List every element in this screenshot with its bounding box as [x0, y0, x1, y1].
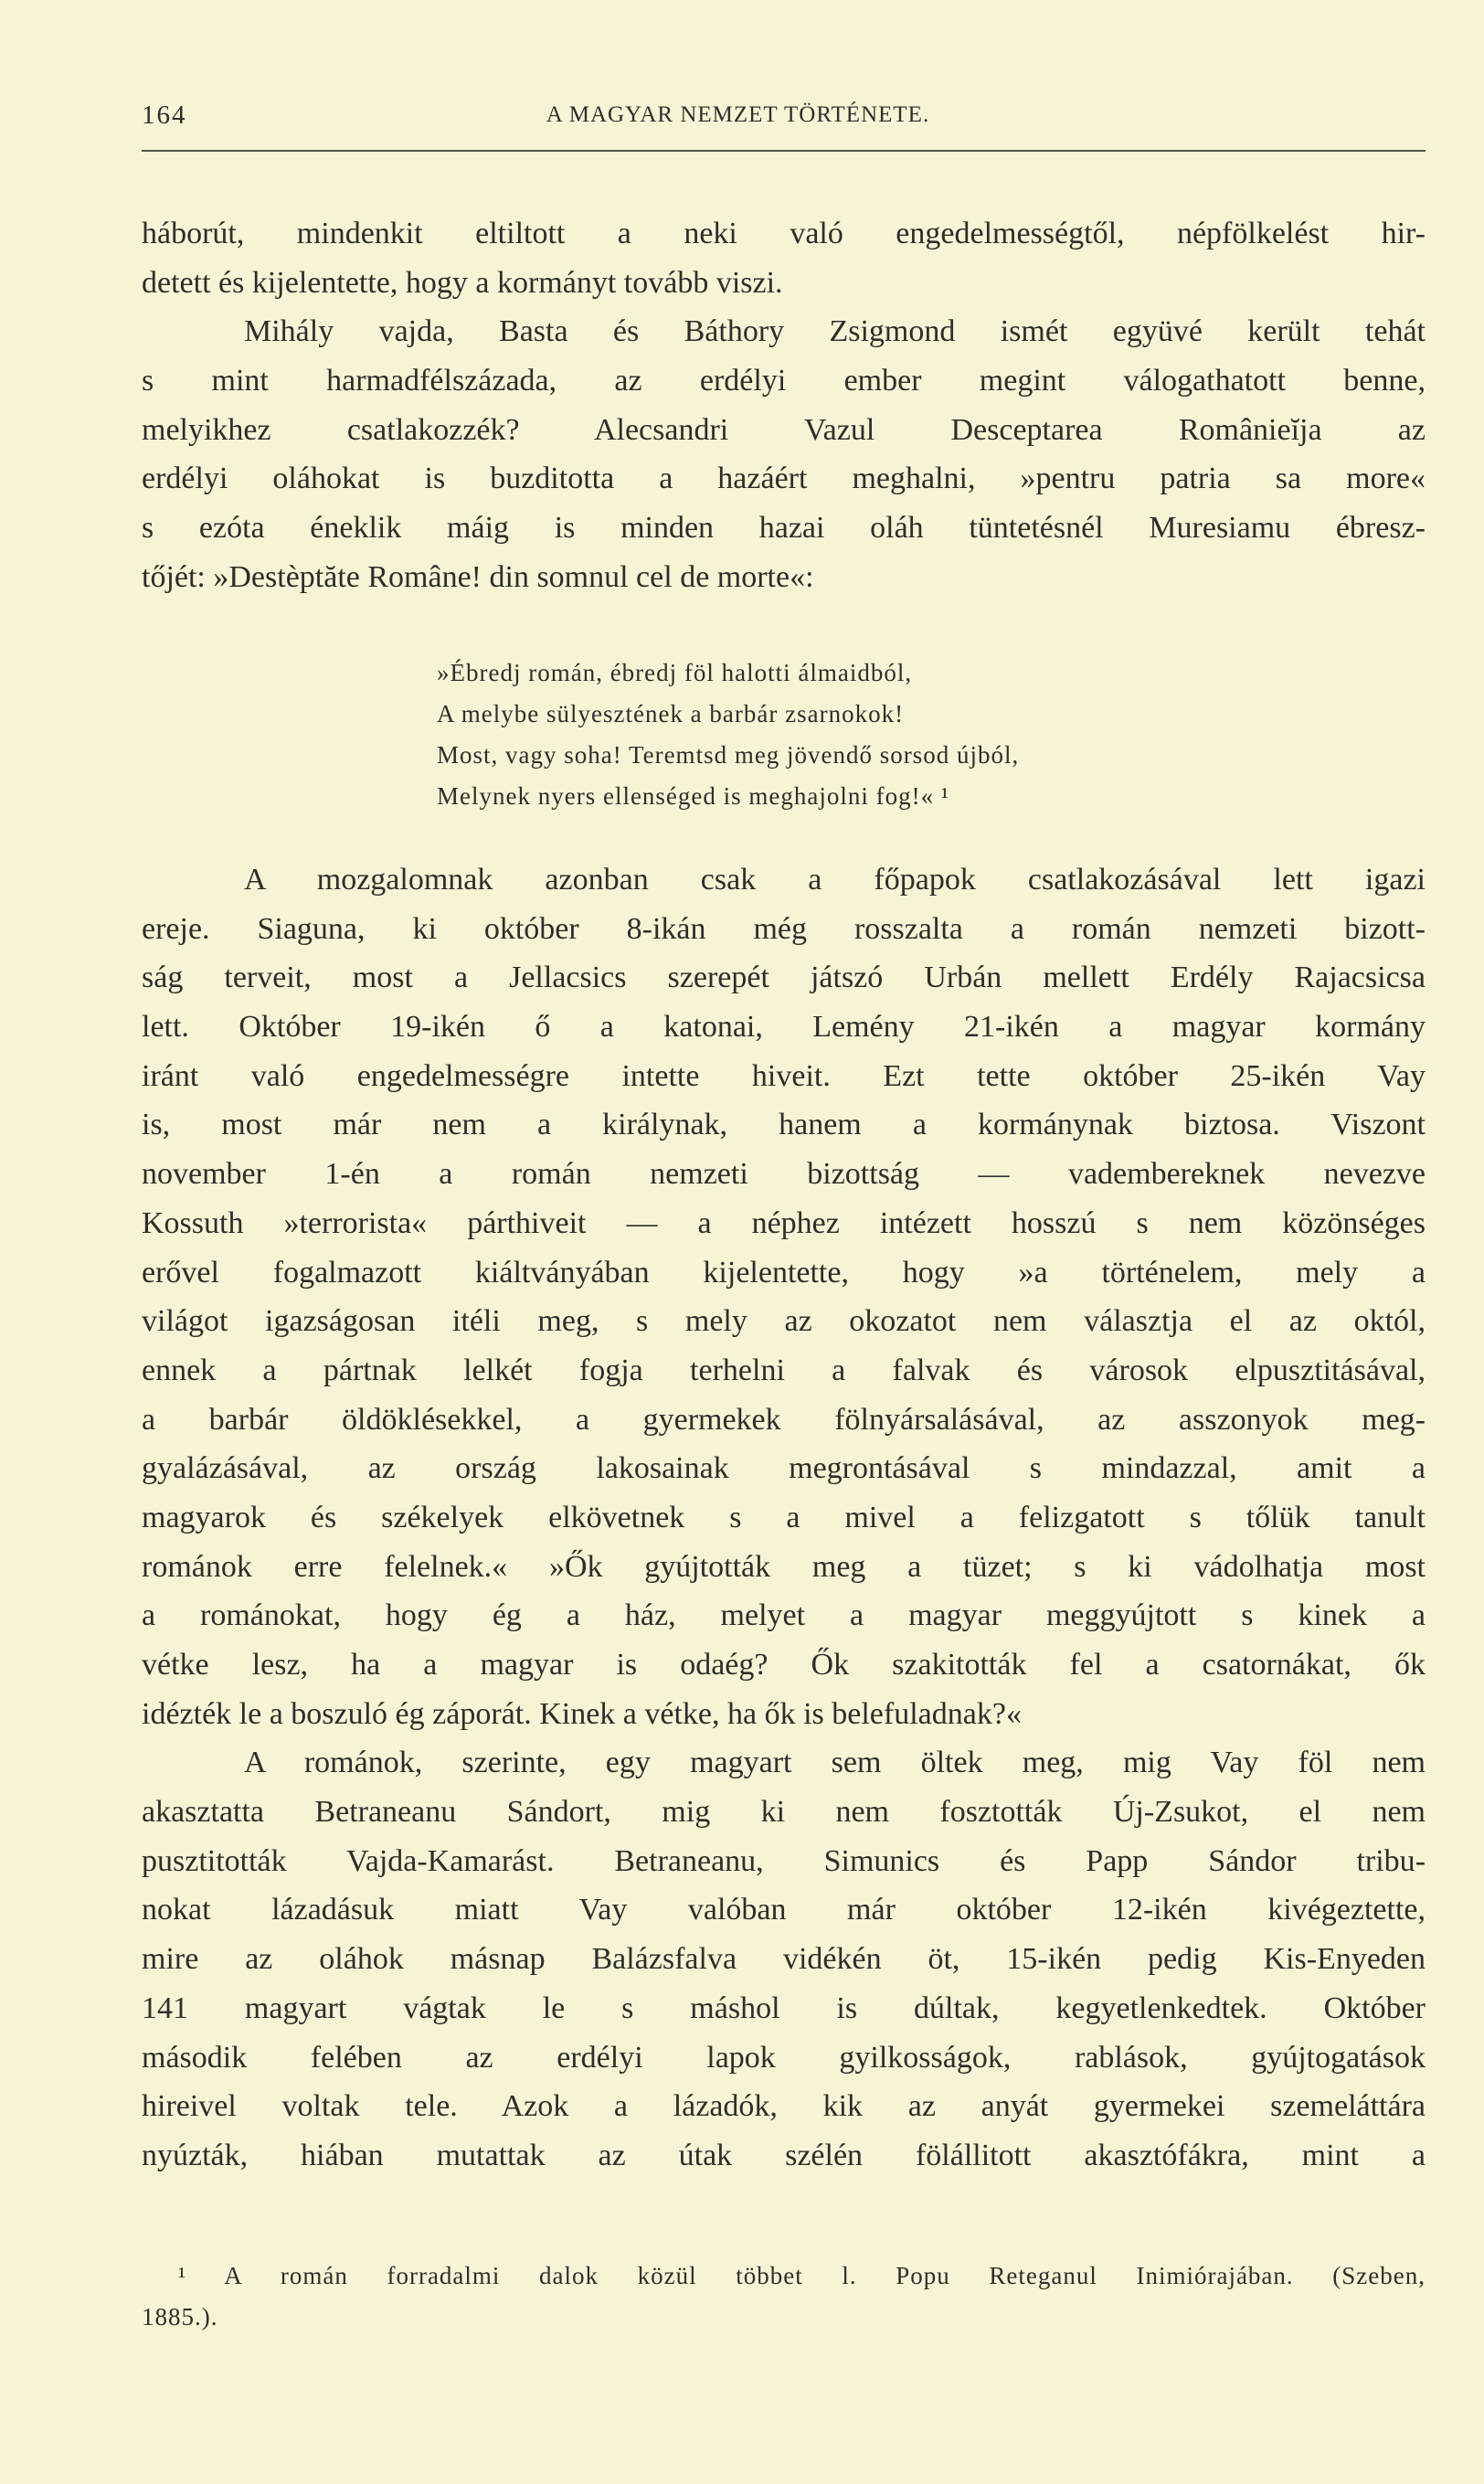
text-block-1: [142, 209, 1426, 602]
text-line: ereje. Siaguna, ki október 8-ikán még rosszalta a román nemzeti bizott-: [142, 911, 1426, 946]
text-line: vétke lesz, ha a magyar is odaég? Ők szakitották fel a csatornákat, ők: [142, 1648, 1426, 1682]
running-header: [142, 101, 1426, 141]
text-line: detett és kijelentette, hogy a kormányt tovább viszi.: [142, 265, 783, 300]
text-line: a románokat, hogy ég a ház, melyet a magyar meggyújtott s kinek a: [142, 1598, 1426, 1633]
footnote-line: 1885.).: [142, 2303, 218, 2330]
text-block-2: [142, 855, 1426, 2181]
header-rule: [142, 150, 1426, 152]
text-line: ennek a pártnak lelkét fogja terhelni a falvak és városok elpusztitásával,: [142, 1353, 1426, 1387]
text-line: A románok, szerinte, egy magyart sem öltek meg, mig Vay föl nem: [244, 1746, 1426, 1780]
footnote: [142, 2256, 1426, 2338]
text-line: s mint harmadfélszázada, az erdélyi ember megint válogathatott benne,: [142, 364, 1426, 398]
text-line: hireivel voltak tele. Azok a lázadók, kik az anyát gyermekei szemeláttára: [142, 2089, 1426, 2124]
text-line: románok erre felelnek.« »Ők gyújtották meg a tüzet; s ki vádolhatja most: [142, 1549, 1426, 1584]
page-number: 164: [142, 101, 187, 130]
text-line: magyarok és székelyek elkövetnek s a mivel a felizgatott s tőlük tanult: [142, 1500, 1426, 1534]
poem-line: »Ébredj román, ébredj föl halotti álmaidból,: [437, 659, 913, 686]
text-line: második felében az erdélyi lapok gyilkosságok, rablások, gyújtogatások: [142, 2040, 1426, 2075]
poem-line: Most, vagy soha! Teremtsd meg jövendő sorsod újból,: [437, 741, 1020, 769]
text-line: gyalázásával, az ország lakosainak megrontásával s mindazzal, amit a: [142, 1451, 1426, 1486]
text-line: erdélyi oláhokat is buzditotta a hazáért meghalni, »pentru patria sa more«: [142, 462, 1426, 496]
text-line: november 1-én a román nemzeti bizottság — vadembereknek nevezve: [142, 1157, 1426, 1192]
text-line: erővel fogalmazott kiáltványában kijelentette, hogy »a történelem, mely a: [142, 1255, 1426, 1290]
poem-quote: [437, 653, 1019, 817]
footnote-line: ¹ A román forradalmi dalok közül többet l. Popu Reteganul Inimiórajában. (Szeben,: [178, 2262, 1426, 2289]
text-line: világot igazságosan itéli meg, s mely az okozatot nem választja el az októl,: [142, 1304, 1426, 1339]
text-line: pusztitották Vajda-Kamarást. Betraneanu, Simunics és Papp Sándor tribu-: [142, 1843, 1426, 1878]
text-line: a barbár öldöklésekkel, a gyermekek fölnyársalásával, az asszonyok meg-: [142, 1402, 1426, 1437]
text-line: melyikhez csatlakozzék? Alecsandri Vazul Desceptarea Românieĭja az: [142, 412, 1426, 447]
text-line: nokat lázadásuk miatt Vay valóban már október 12-ikén kivégeztette,: [142, 1893, 1426, 1927]
text-line: idézték le a boszuló ég záporát. Kinek a vétke, ha ők is belefuladnak?«: [142, 1696, 1022, 1731]
poem-line: Melynek nyers ellenséged is meghajolni fog!« ¹: [437, 782, 949, 810]
text-line: akasztatta Betraneanu Sándort, mig ki nem fosztották Új-Zsukot, el nem: [142, 1795, 1426, 1830]
text-line: háborút, mindenkit eltiltott a neki való engedelmességtől, népfölkelést hir-: [142, 217, 1426, 250]
text-line: lett. Október 19-ikén ő a katonai, Lemény 21-ikén a magyar kormány: [142, 1010, 1426, 1045]
running-title: A MAGYAR NEMZET TÖRTÉNETE.: [546, 102, 930, 127]
text-line: is, most már nem a királynak, hanem a kormánynak biztosa. Viszont: [142, 1108, 1426, 1142]
text-line: A mozgalomnak azonban csak a főpapok csatlakozásával lett igazi: [244, 863, 1426, 897]
text-line: mire az oláhok másnap Balázsfalva vidékén öt, 15-ikén pedig Kis-Enyeden: [142, 1942, 1426, 1977]
text-line: Kossuth »terrorista« párthiveit — a néphez intézett hosszú s nem közönséges: [142, 1205, 1426, 1240]
text-line: iránt való engedelmességre intette hiveit. Ezt tette október 25-ikén Vay: [142, 1058, 1426, 1093]
text-line: tőjét: »Destèptăte Române! din somnul cel de morte«:: [142, 559, 814, 594]
text-line: 141 magyart vágtak le s máshol is dúltak, kegyetlenkedtek. Október: [142, 1990, 1426, 2025]
text-line: nyúzták, hiában mutattak az útak szélén fölállitott akasztófákra, mint a: [142, 2138, 1426, 2172]
text-line: ság terveit, most a Jellacsics szerepét játszó Urbán mellett Erdély Rajacsicsa: [142, 961, 1426, 995]
text-line: s ezóta éneklik máig is minden hazai oláh tüntetésnél Muresiamu ébresz-: [142, 511, 1426, 546]
text-line: Mihály vajda, Basta és Báthory Zsigmond ismét együvé került tehát: [244, 314, 1426, 349]
poem-line: A melybe sülyesztének a barbár zsarnokok!: [437, 700, 905, 727]
